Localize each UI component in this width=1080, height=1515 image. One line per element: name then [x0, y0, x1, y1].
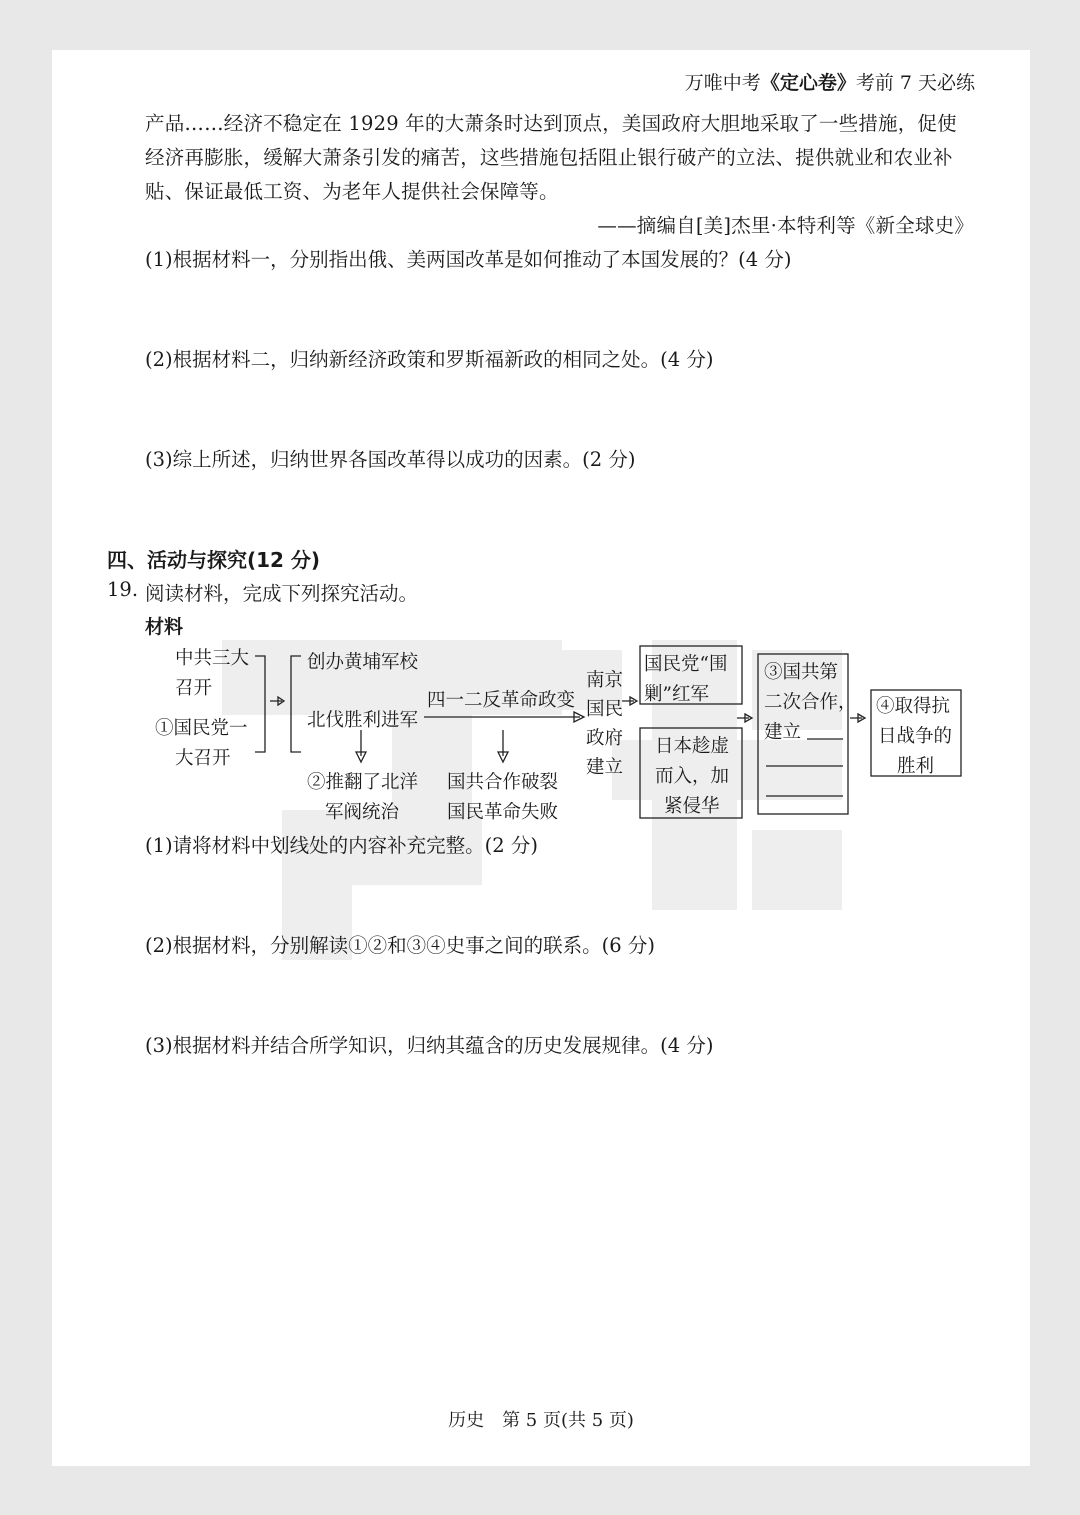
node-japan-invasion-c: 紧侵华 [664, 796, 720, 817]
page-footer: 历史 第 5 页(共 5 页) [448, 1410, 634, 1431]
question-19-number: 19. [107, 578, 139, 601]
header-prefix: 万唯中考 [684, 72, 761, 94]
header-book: 《定心卷》 [760, 72, 856, 94]
passage-line: 经济再膨胀，缓解大萧条引发的痛苦，这些措施包括阻止银行破产的立法、提供就业和农业补 [145, 146, 953, 169]
node-overthrow-beiyang-b: 军阀统治 [325, 802, 400, 823]
node-encirclement-b: 剿”红军 [644, 684, 709, 705]
node-northern-expedition: 北伐胜利进军 [307, 710, 419, 731]
node-second-cooperation-b: 二次合作， [764, 692, 857, 713]
node-ccp-third-congress: 中共三大 [175, 648, 250, 669]
node-victory-b: 日战争的 [878, 726, 953, 747]
question-19-3: (3)根据材料并结合所学知识，归纳其蕴含的历史发展规律。(4 分) [145, 1034, 714, 1057]
node-encirclement: 国民党“围 [644, 654, 728, 675]
passage-line: 产品……经济不稳定在 1929 年的大萧条时达到顶点，美国政府大胆地采取了一些措施，促使 [145, 112, 957, 135]
node-whampoa: 创办黄埔军校 [307, 652, 419, 673]
node-april-12-coup: 四一二反革命政变 [427, 690, 576, 711]
node-nanjing-gov-c: 政府 [586, 728, 624, 749]
exam-page [52, 50, 1030, 1466]
node-revolution-failure: 国民革命失败 [447, 802, 559, 823]
node-cooperation-break: 国共合作破裂 [447, 772, 559, 793]
passage-line: 贴、保证最低工资、为老年人提供社会保障等。 [145, 180, 559, 203]
question-18-3: (3)综上所述，归纳世界各国改革得以成功的因素。(2 分) [145, 448, 636, 471]
material-label: 材料 [145, 616, 184, 638]
node-nanjing-gov-b: 国民 [586, 699, 624, 720]
question-18-2: (2)根据材料二，归纳新经济政策和罗斯福新政的相同之处。(4 分) [145, 348, 714, 371]
node-japan-invasion: 日本趁虚 [655, 736, 730, 757]
question-19-2: (2)根据材料，分别解读①②和③④史事之间的联系。(6 分) [145, 934, 655, 957]
section-title: 四、活动与探究(12 分) [107, 548, 321, 572]
node-nanjing-gov-d: 建立 [586, 757, 624, 778]
node-nanjing-gov: 南京 [586, 670, 624, 691]
node-second-cooperation: ③国共第 [764, 662, 839, 683]
question-19-1: (1)请将材料中划线处的内容补充完整。(2 分) [145, 834, 538, 857]
history-flow-diagram [52, 50, 1030, 850]
node-ccp-third-congress-b: 召开 [175, 678, 213, 699]
passage-source: ——摘编自[美]杰里·本特利等《新全球史》 [597, 214, 974, 237]
question-19-prompt: 阅读材料，完成下列探究活动。 [145, 582, 419, 605]
header-suffix: 考前 7 天必练 [855, 72, 975, 94]
node-victory: ④取得抗 [876, 696, 951, 717]
node-victory-c: 胜利 [897, 756, 935, 777]
node-japan-invasion-b: 而入，加 [655, 766, 730, 787]
question-18-1: (1)根据材料一，分别指出俄、美两国改革是如何推动了本国发展的？(4 分) [145, 248, 792, 271]
node-kmt-first-congress: ①国民党一 [155, 718, 248, 739]
node-second-cooperation-c: 建立 [764, 722, 802, 743]
node-overthrow-beiyang: ②推翻了北洋 [307, 772, 419, 793]
node-kmt-first-congress-b: 大召开 [175, 748, 231, 769]
